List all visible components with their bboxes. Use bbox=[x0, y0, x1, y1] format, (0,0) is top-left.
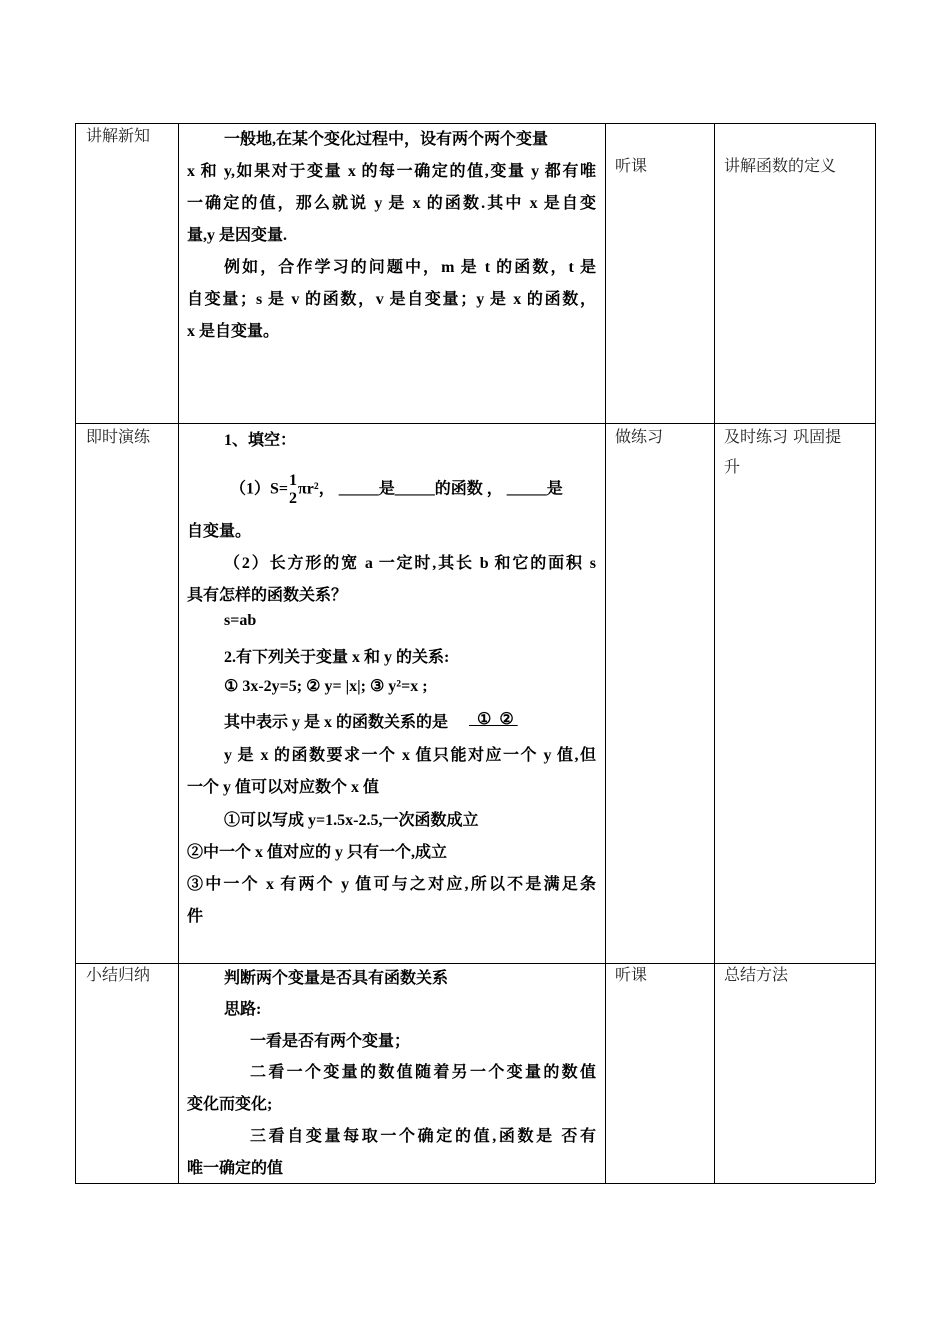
content-line: 量,y 是因变量. bbox=[187, 227, 288, 244]
content-line: 其中表示 y 是 x 的函数关系的是 bbox=[224, 714, 449, 731]
content-line: x 和 y,如果对于变量 x 的每一确定的值,变量 y 都有唯 bbox=[187, 163, 596, 180]
stage-label: 即时演练 bbox=[86, 427, 151, 446]
table-border-bottom bbox=[75, 1183, 875, 1184]
stage-label: 讲解新知 bbox=[86, 126, 151, 145]
content-line: 具有怎样的函数关系？ bbox=[187, 587, 348, 604]
row-divider bbox=[75, 423, 875, 424]
content-line: 一确定的值，那么就说 y 是 x 的函数.其中 x 是自变 bbox=[187, 195, 596, 212]
content-line: 三看自变量每取一个确定的值,函数是 否有 bbox=[250, 1128, 596, 1145]
content-line: 思路: bbox=[224, 1001, 262, 1018]
content-line: ①可以写成 y=1.5x-2.5,一次函数成立 bbox=[224, 812, 479, 829]
design-intent: 及时练习 巩固提 bbox=[724, 427, 842, 446]
table-border-top bbox=[75, 123, 875, 124]
content-line: 唯一确定的值 bbox=[187, 1160, 284, 1177]
design-intent-cont: 升 bbox=[724, 457, 741, 476]
content-line: 件 bbox=[187, 908, 204, 925]
formula-text: 是 bbox=[546, 480, 563, 498]
design-intent: 总结方法 bbox=[724, 965, 789, 984]
content-line: 变化而变化; bbox=[187, 1096, 273, 1113]
denominator: 2 bbox=[289, 490, 298, 507]
numerator: 1 bbox=[289, 472, 298, 489]
content-line: ① 3x-2y=5; ② y= |x|; ③ y²=x ; bbox=[224, 678, 428, 695]
formula-prefix: （1）S= bbox=[230, 480, 289, 498]
answer-underlined: ① ② bbox=[469, 711, 518, 728]
content-line: 自变量。 bbox=[187, 523, 252, 540]
blank: _____ bbox=[338, 480, 379, 498]
row-divider bbox=[75, 963, 875, 964]
content-line: 一个 y 值可以对应数个 x 值 bbox=[187, 779, 380, 796]
student-activity: 听课 bbox=[615, 156, 648, 175]
student-activity: 听课 bbox=[615, 965, 648, 984]
content-line: 2.有下列关于变量 x 和 y 的关系: bbox=[224, 649, 450, 666]
design-intent: 讲解函数的定义 bbox=[724, 156, 837, 175]
col-divider bbox=[875, 123, 876, 1183]
col-divider bbox=[714, 123, 715, 1183]
content-line: y 是 x 的函数要求一个 x 值只能对应一个 y 值,但 bbox=[224, 747, 596, 764]
col-divider bbox=[605, 123, 606, 1183]
formula-text: 是 bbox=[378, 480, 395, 498]
stage-label: 小结归纳 bbox=[86, 965, 151, 984]
formula-suffix: πr²， bbox=[298, 480, 335, 498]
content-line: 例如，合作学习的问题中，m 是 t 的函数，t 是 bbox=[224, 259, 596, 276]
content-line: x 是自变量。 bbox=[187, 323, 280, 340]
content-line: 二看一个变量的数值随着另一个变量的数值 bbox=[250, 1064, 596, 1081]
content-line: 一般地,在某个变化过程中，设有两个两个变量 bbox=[224, 131, 549, 148]
content-line: （2）长方形的宽 a 一定时,其长 b 和它的面积 s bbox=[224, 555, 596, 572]
content-line: 1、填空： bbox=[224, 432, 297, 449]
content-line: 自变量；s 是 v 的函数，v 是自变量；y 是 x 的函数， bbox=[187, 291, 596, 308]
student-activity: 做练习 bbox=[615, 427, 664, 446]
content-line: 判断两个变量是否具有函数关系 bbox=[224, 970, 449, 987]
col-divider bbox=[75, 123, 76, 1183]
blank: _____ bbox=[506, 480, 547, 498]
content-line: 一看是否有两个变量； bbox=[250, 1033, 411, 1050]
content-line: ②中一个 x 值对应的 y 只有一个,成立 bbox=[187, 844, 448, 861]
content-line: s=ab bbox=[224, 612, 257, 629]
col-divider bbox=[178, 123, 179, 1183]
formula-line bbox=[230, 472, 563, 508]
content-line: ③中一个 x 有两个 y 值可与之对应,所以不是满足条 bbox=[187, 876, 596, 893]
fraction bbox=[289, 472, 297, 508]
formula-text: 的函数 ， bbox=[434, 480, 503, 498]
blank: _____ bbox=[394, 480, 435, 498]
